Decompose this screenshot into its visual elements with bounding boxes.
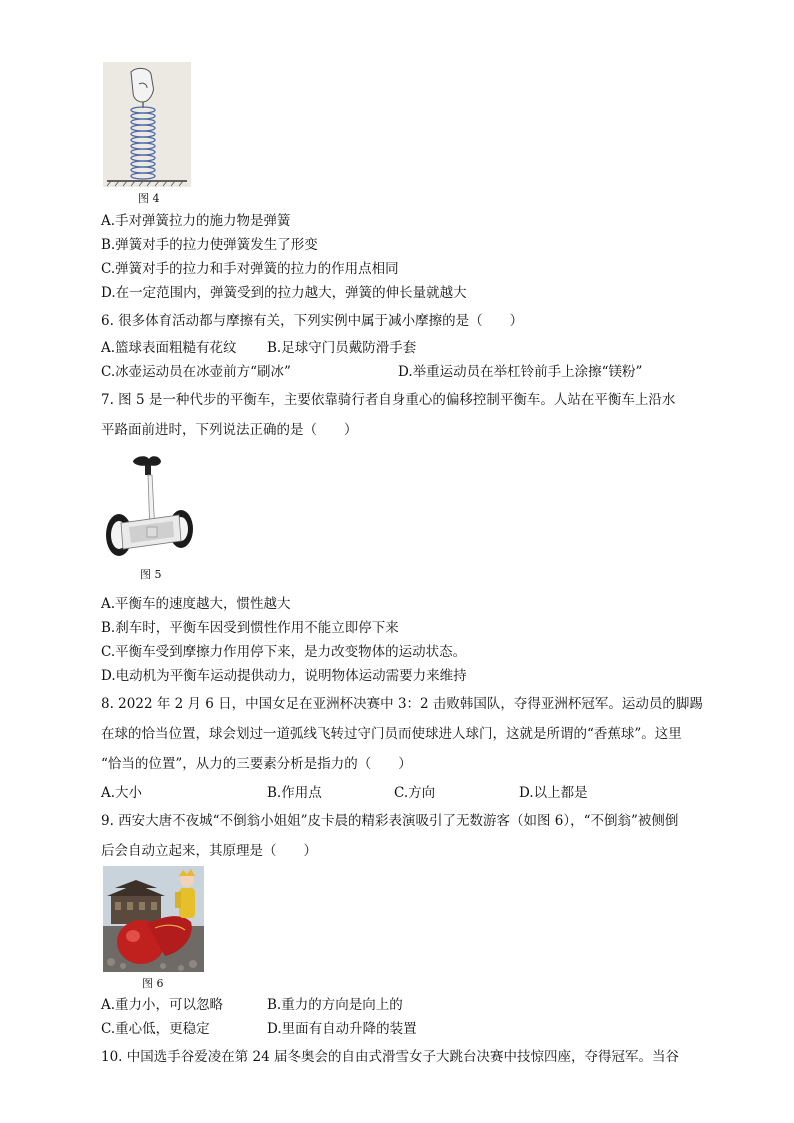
q6-option-b: B.足球守门员戴防滑手套 bbox=[267, 340, 417, 356]
q9-option-c: C.重心低，更稳定 bbox=[101, 1021, 210, 1037]
figure-4-caption: 图 4 bbox=[138, 192, 160, 205]
q8-stem-line-1: 8. 2022 年 2 月 6 日，中国女足在亚洲杯决赛中 3：2 击败韩国队，夺得亚洲杯冠军。运动员的脚踢 bbox=[101, 696, 703, 712]
q5-option-b: B.弹簧对手的拉力使弹簧发生了形变 bbox=[101, 237, 318, 253]
q7-option-b: B.刹车时，平衡车因受到惯性作用不能立即停下来 bbox=[101, 620, 399, 636]
figure-5-balance-scooter-image bbox=[103, 453, 195, 565]
q9-option-d: D.里面有自动升降的装置 bbox=[267, 1021, 417, 1037]
q7-option-a: A.平衡车的速度越大，惯性越大 bbox=[101, 596, 291, 612]
figure-4-spring-image bbox=[103, 62, 191, 187]
q9-option-b: B.重力的方向是向上的 bbox=[267, 997, 403, 1013]
figure-6-tumbler-performer-image bbox=[103, 866, 204, 972]
figure-5-caption: 图 5 bbox=[140, 568, 162, 581]
q7-stem-line-2: 平路面前进时，下列说法正确的是（ ） bbox=[101, 422, 358, 438]
q5-option-c: C.弹簧对手的拉力和手对弹簧的拉力的作用点相同 bbox=[101, 261, 399, 277]
q6-stem: 6. 很多体育活动都与摩擦有关，下列实例中属于减小摩擦的是（ ） bbox=[101, 313, 524, 329]
figure-6-caption: 图 6 bbox=[142, 977, 164, 990]
q10-stem-line-1: 10. 中国选手谷爱凌在第 24 届冬奥会的自由式滑雪女子大跳台决赛中技惊四座，夺得冠军。当谷 bbox=[101, 1049, 680, 1065]
q6-option-a: A.篮球表面粗糙有花纹 bbox=[101, 340, 237, 356]
q7-option-c: C.平衡车受到摩擦力作用停下来，是力改变物体的运动状态。 bbox=[101, 644, 467, 660]
q8-option-d: D.以上都是 bbox=[519, 785, 588, 801]
q5-option-a: A.手对弹簧拉力的施力物是弹簧 bbox=[101, 213, 291, 229]
q5-option-d: D.在一定范围内，弹簧受到的拉力越大，弹簧的伸长量就越大 bbox=[101, 285, 467, 301]
q8-stem-line-3: “恰当的位置”，从力的三要素分析是指力的（ ） bbox=[101, 756, 412, 772]
q6-option-d: D.举重运动员在举杠铃前手上涂擦“镁粉” bbox=[398, 364, 643, 380]
q9-stem-line-1: 9. 西安大唐不夜城“不倒翁小姐姐”皮卡晨的精彩表演吸引了无数游客（如图 6），“不倒翁”被侧倒 bbox=[101, 813, 679, 829]
q8-option-b: B.作用点 bbox=[267, 785, 322, 801]
q8-stem-line-2: 在球的恰当位置，球会划过一道弧线飞转过守门员而使球进人球门，这就是所谓的“香蕉球”。这里 bbox=[101, 726, 682, 742]
q9-stem-line-2: 后会自动立起来，其原理是（ ） bbox=[101, 843, 317, 859]
q9-option-a: A.重力小，可以忽略 bbox=[101, 997, 224, 1013]
q8-option-a: A.大小 bbox=[101, 785, 143, 801]
q8-option-c: C.方向 bbox=[394, 785, 436, 801]
q7-option-d: D.电动机为平衡车运动提供动力，说明物体运动需要力来维持 bbox=[101, 668, 467, 684]
q6-option-c: C.冰壶运动员在冰壶前方“刷冰” bbox=[101, 364, 291, 380]
q7-stem-line-1: 7. 图 5 是一种代步的平衡车，主要依靠骑行者自身重心的偏移控制平衡车。人站在平衡车上沿水 bbox=[101, 392, 676, 408]
